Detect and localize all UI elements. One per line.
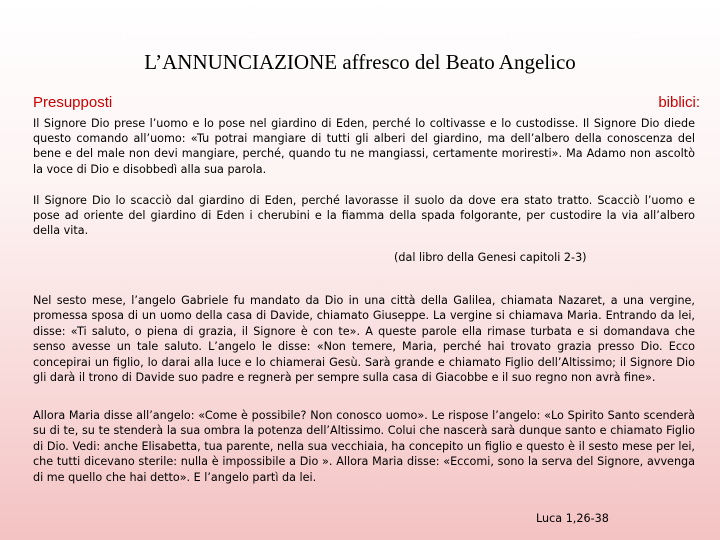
luke-paragraph-2: Allora Maria disse all’angelo: «Come è possibile? Non conosco uomo». Le rispose l’angelo: «Lo Spirito Santo scenderà su di te, su te stenderà la sua ombra la potenza dell’Altissimo. Colui che nascerà sarà dunque santo e chiamato Figlio di Dio. Vedi: anche Elisabetta, tua parente, nella sua vecchiaia, ha concepito un figlio e questo è il sesto mese per lei, che tutti dicevano sterile: nulla è impossibile a Dio ». Allora Maria disse: «Eccomi, sono la serva del Signore, avvenga di me quello che hai detto». E l’angelo partì da lei. — [33, 409, 695, 484]
slide-title: L’ANNUNCIAZIONE affresco del Beato Angelico — [144, 50, 576, 74]
luke-paragraph-1: Nel sesto mese, l’angelo Gabriele fu mandato da Dio in una città della Galilea, chiamata Nazaret, a una vergine, promessa sposa di un uomo della casa di Davide, chiamato Giuseppe. La vergine si chiamava Maria. Entrando da lei, disse: «Ti saluto, o piena di grazia, il Signore è con te». A queste parole ella rimase turbata e si domandava che senso avesse un tale saluto. L’angelo le disse: «Non temere, Maria, perché hai trovato grazia presso Dio. Ecco concepirai un figlio, lo darai alla luce e lo chiamerai Gesù. Sarà grande e chiamato Figlio dell’Altissimo; il Signore Dio gli darà il trono di Davide suo padre e regnerà per sempre sulla casa di Giacobbe e il suo regno non avrà fine». — [33, 294, 695, 385]
genesis-citation: (dal libro della Genesi capitoli 2-3) — [394, 251, 587, 264]
heading-left: Presupposti — [33, 94, 113, 111]
section-heading — [33, 94, 700, 111]
genesis-paragraph-2: Il Signore Dio lo scacciò dal giardino di Eden, perché lavorasse il suolo da dove era stato tratto. Scacciò l’uomo e pose ad oriente del giardino di Eden i cherubini e la fiamma della spada folgorante, per custodire la via all’albero della vita. — [33, 194, 695, 238]
genesis-paragraph-1: Il Signore Dio prese l’uomo e lo pose nel giardino di Eden, perché lo coltivasse e lo custodisse. Il Signore Dio diede questo comando all’uomo: «Tu potrai mangiare di tutti gli alberi del giardino, ma dell’albero della conoscenza del bene e del male non devi mangiare, perché, quando tu ne mangiassi, certamente moriresti». Ma Adamo non ascoltò la voce di Dio e disobbedì alla sua parola. — [33, 117, 695, 176]
heading-right: biblici: — [658, 94, 700, 111]
luke-citation: Luca 1,26-38 — [536, 512, 609, 525]
